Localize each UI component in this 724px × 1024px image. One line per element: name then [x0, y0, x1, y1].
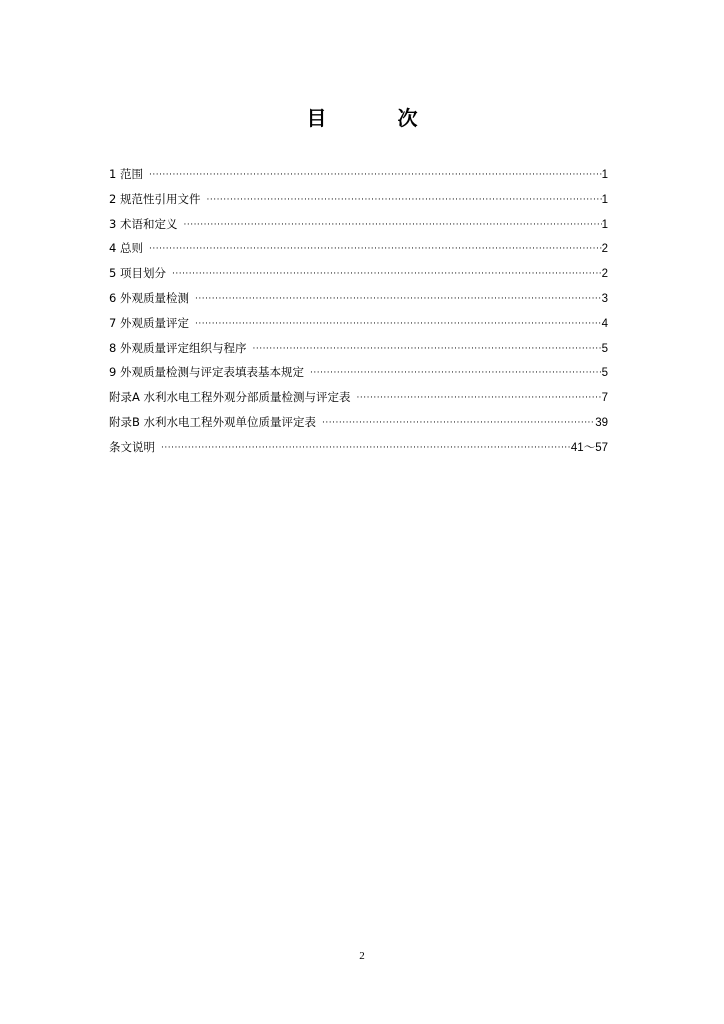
toc-entry-page: 2	[601, 268, 608, 281]
toc-entry-page: 3	[601, 292, 608, 305]
toc-entry-label: 4 总则	[109, 241, 143, 256]
toc-leader-dots	[161, 440, 571, 456]
toc-entry-form-rules[interactable]	[109, 364, 608, 389]
toc-leader-dots	[357, 390, 602, 406]
toc-entry-scope[interactable]	[109, 166, 608, 191]
toc-leader-dots	[149, 241, 602, 257]
toc-leader-dots	[322, 415, 595, 431]
toc-entry-label: 2 规范性引用文件	[109, 191, 201, 206]
toc-entry-terms[interactable]	[109, 216, 608, 241]
toc-entry-normative-references[interactable]	[109, 191, 608, 216]
toc-leader-dots	[149, 167, 602, 183]
toc-entry-label: 1 范围	[109, 167, 143, 181]
toc-leader-dots	[206, 192, 601, 208]
toc-entry-label: 6 外观质量检测	[109, 290, 189, 305]
toc-entry-page: 5	[601, 342, 608, 355]
toc-leader-dots	[252, 341, 601, 357]
toc-entry-assessment-procedure[interactable]	[109, 340, 608, 365]
toc-entry-page: 41～57	[570, 441, 608, 454]
toc-entry-page: 1	[601, 193, 608, 206]
toc-entry-appearance-assessment[interactable]	[109, 315, 608, 340]
toc-entry-label: 附录A 水利水电工程外观分部质量检测与评定表	[109, 390, 351, 405]
toc-entry-page: 1	[601, 218, 608, 231]
toc-entry-label: 8 外观质量评定组织与程序	[109, 340, 247, 355]
table-of-contents	[109, 166, 608, 464]
toc-entry-page: 39	[595, 416, 608, 429]
toc-entry-label: 9 外观质量检测与评定表填表基本规定	[109, 365, 304, 380]
page-title: 目 次	[306, 106, 450, 130]
toc-entry-appendix-a[interactable]	[109, 389, 608, 414]
toc-entry-label: 条文说明	[109, 439, 155, 454]
toc-entry-label: 3 术语和定义	[109, 216, 178, 231]
toc-entry-page: 1	[601, 169, 608, 181]
toc-entry-general[interactable]	[109, 240, 608, 265]
toc-entry-page: 4	[601, 317, 608, 330]
toc-leader-dots	[195, 291, 602, 307]
toc-entry-appendix-b[interactable]	[109, 414, 608, 439]
toc-entry-page: 7	[601, 392, 608, 405]
toc-leader-dots	[195, 316, 602, 332]
toc-entry-page: 2	[601, 243, 608, 256]
toc-entry-label: 附录B 水利水电工程外观单位质量评定表	[109, 414, 317, 429]
toc-entry-appearance-inspection[interactable]	[109, 290, 608, 315]
toc-leader-dots	[310, 365, 602, 381]
toc-entry-project-division[interactable]	[109, 265, 608, 290]
toc-leader-dots	[183, 217, 601, 233]
toc-entry-explanation[interactable]	[109, 439, 608, 464]
toc-leader-dots	[172, 266, 602, 282]
toc-entry-label: 7 外观质量评定	[109, 315, 189, 330]
toc-entry-label: 5 项目划分	[109, 266, 166, 281]
page-number: 2	[359, 950, 365, 962]
toc-entry-page: 5	[601, 367, 608, 380]
